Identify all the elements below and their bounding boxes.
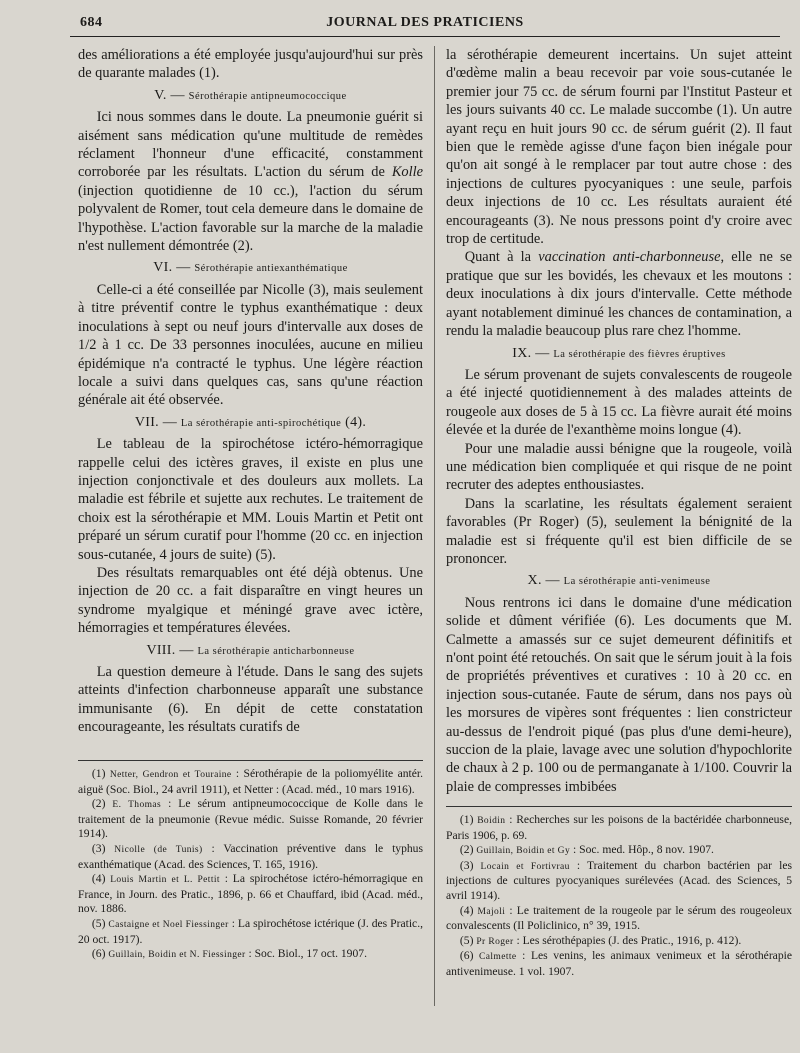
footnote: (4) Louis Martin et L. Pettit : La spirochétose ictéro-hémorragique en France, in Journ. des Pratic., 1896, p. 66 et Chauffard, ibid (Acad. méd., nov. 1886. (78, 872, 423, 916)
footnote: (6) Calmette : Les venins, les animaux venimeux et la sérothérapie antivenimeuse. 1 vol. 1907. (446, 949, 792, 978)
section-heading: VIII. — La sérothérapie anticharbonneuse (146, 642, 355, 658)
paragraph: la sérothérapie demeurent incertains. Un sujet atteint d'œdème malin a beau recevoir par voie sous-cutanée le premier jour 75 cc. de sérum fourni par l'Institut Pasteur et les jours suivants 40 cc. Le malade succombe (1). Un autre ayant reçu en huit jours 90 cc. de sérum guérit (2). Il faut bien que le remède agisse d'une façon bien inégale pour qu'on ait songé à le remplacer par tout autre chose : des injections de cultures pyocyaniques : une seule, parfois deux injections de 10 cc. Les résultats auraient été encourageants (3). Ne nous pressons point d'y croire avec trop de certitude. (446, 47, 792, 248)
footnote: (5) Pr Roger : Les sérothépapies (J. des Pratic., 1916, p. 412). (459, 933, 742, 947)
right-column (446, 46, 792, 796)
section-heading: IX. — La sérothérapie des fièvres éruptives (512, 345, 726, 361)
left-column (78, 46, 423, 737)
footnote: (6) Guillain, Boidin et N. Fiessinger : Soc. Biol., 17 oct. 1907. (91, 947, 367, 961)
section-heading: X. — La sérothérapie anti-venimeuse (527, 573, 711, 589)
footnotes-right (446, 806, 792, 980)
footnote: (1) Boidin : Recherches sur les poisons de la bactéridée charbonneuse, Paris 1906, p. 69. (446, 813, 792, 842)
column-divider (434, 46, 435, 1006)
paragraph: Ici nous sommes dans le doute. La pneumonie guérit si aisément sans médication qu'une multitude de remèdes réclament l'honneur d'une efficacité, constamment corroborée par les résultats. L'action du sérum de Kolle (injection quotidienne de 10 cc.), l'action du sérum polyvalent de Romer, tout cela demeure dans le domaine de l'hypothèse. L'action favorable sur la marche de la maladie n'est nullement démontrée (2). (78, 109, 423, 255)
paragraph: Des résultats remarquables ont été déjà obtenus. Une injection de 20 cc. a fait disparaître en vingt heures un syndrome myalgique et méningé grave avec ictère, hémorragies et températures élevées. (78, 564, 423, 637)
paragraph: Le sérum provenant de sujets convalescents de rougeole a été injecté quotidiennement à des malades atteints de rougeole aux doses de 5 à 15 cc. La fièvre aurait été moins élevée et la durée de l'exanthème moins longue (4). (446, 366, 792, 439)
section-heading: VII. — La sérothérapie anti-spirochétique (4). (134, 414, 367, 430)
footnote: (4) Majoli : Le traitement de la rougeole par le sérum des rougeoleux convalescents (Il Policlinico, n° 39, 1915. (446, 903, 792, 933)
paragraph: Dans la scarlatine, les résultats également seraient favorables (Pr Roger) (5), seulement la bénignité de la maladie est si fréquente qu'il est bien difficile de se prononcer. (446, 495, 792, 567)
paragraph: des améliorations a été employée jusqu'aujourd'hui sur près de quarante malades (1). (78, 47, 423, 82)
paragraph: Le tableau de la spirochétose ictéro-hémorragique rappelle celui des ictères graves, il existe en plus une injection conjonctivale et des douleurs aux mollets. La maladie est fébrile et sujette aux rechutes. Le traitement de choix est la sérothérapie et MM. Louis Martin et Petit ont préparé un sérum curatif pour l'homme (20 cc. en injection sous-cutanée, 4 jours de suite) (5). (78, 436, 423, 563)
footnote: (3) Nicolle (de Tunis) : Vaccination préventive dans le typhus exanthématique (Acad. des Sciences, T. 165, 1916). (78, 841, 423, 871)
paragraph: La question demeure à l'étude. Dans le sang des sujets atteints d'infection charbonneuse apparaît une substance immunisante (6). En dépit de cette constatation encourageante, les résultats curatifs de (78, 664, 423, 736)
page-number: 684 (80, 15, 103, 30)
footnote: (2) Guillain, Boidin et Gy : Soc. med. Hôp., 8 nov. 1907. (459, 843, 714, 857)
journal-title: JOURNAL DES PRATICIENS (326, 15, 524, 30)
footnote: (5) Castaigne et Noel Fiessinger : La spirochétose ictérique (J. des Pratic., 20 oct. 1917). (78, 916, 423, 946)
section-heading: VI. — Sérothérapie antiexanthématique (153, 260, 348, 276)
footnotes-left (78, 760, 423, 963)
paragraph: Celle-ci a été conseillée par Nicolle (3), mais seulement à titre préventif contre le typhus exanthématique : deux inoculations à sept ou neuf jours d'intervalle aux doses de 1/2 à 1 cc. De 33 personnes inoculées, aucune en milieu épidémique n'a contracté le typhus. Une légère réaction locale a suivi dans quelques cas, sans qu'une réaction générale ait été observée. (78, 281, 423, 409)
footnote: (2) E. Thomas : Le sérum antipneumococcique de Kolle dans le traitement de la pneumonie (Revue médic. Suisse Romande, 20 février 1914). (78, 797, 423, 841)
paragraph: Nous rentrons ici dans le domaine d'une médication solide et dûment vérifiée (6). Les documents que M. Calmette a amassés sur ce sujet demeurent définitifs et n'ont point été retouchés. On sait que le sérum jouit à la fois de propriétés préventives et curatives : 10 à 20 cc. en injection sous-cutanée. Faute de sérum, dans nos pays où les morsures de vipères sont fréquentes : lien constricteur au-dessus de l'endroit piqué (pas plus d'une demi-heure), succion de la plaie, lavage avec une solution d'hypochlorite de chaux à 2 p. 100 ou de permanganate à 1/100. Couvrir la plaie de compresses imbibées (446, 594, 792, 795)
footnote: (3) Locain et Fortivrau : Traitement du charbon bactérien par les injections de cultures pyocyaniques surélevées (Acad. des Sciences, 5 avril 1914). (446, 858, 792, 902)
paragraph: Quant à la vaccination anti-charbonneuse, elle ne se pratique que sur les bovidés, les chevaux et les moutons : deux inoculations à dix jours d'intervalle. Cette méthode ayant notablement diminué les chances de contamination, a rendu la maladie beaucoup plus rare chez l'homme. (446, 249, 793, 340)
footnote: (1) Netter, Gendron et Touraine : Sérothérapie de la poliomyélite antér. aiguë (Soc. Biol., 24 avril 1911), et Netter : (Acad. méd., 10 mars 1916). (78, 767, 423, 796)
paragraph: Pour une maladie aussi bénigne que la rougeole, voilà une médication bien compliquée et qui risque de ne point recruter des adeptes enthousiastes. (446, 440, 792, 494)
page-header (70, 12, 780, 37)
section-heading: V. — Sérothérapie antipneumococcique (154, 87, 347, 103)
